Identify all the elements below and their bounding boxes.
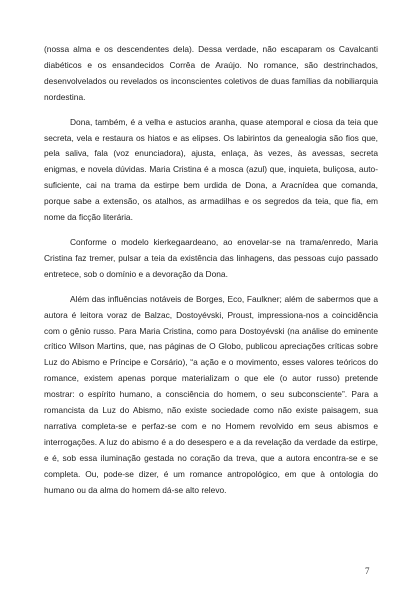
paragraph-2: Dona, também, é a velha e astucios aranha, quase atemporal e ciosa da teia que secreta, vela e restaura os hiatos e as elipses. Os labirintos da genealogia são fios que, pela saliva, fala (voz enunciadora), ajusta, enlaça, às vezes, às avessas, secreta enigmas, e novela dúvidas. Maria Cristina é a mosca (azul) que, inquieta, buliçosa, auto-suficiente, cai na trama da estirpe bem urdida de Dona, a Aracnídea que comanda, porque sabe a extensão, os atalhos, as armadilhas e os segredos da teia, que fia, em nome da ficção literária. (44, 116, 378, 223)
paragraph-1: (nossa alma e os descendentes dela). Dessa verdade, não escaparam os Cavalcanti diabéticos e os ensandecidos Corrêa de Araújo. No romance, são destrinchados, desenvolvelados ou revelados os inconscientes coletivos de duas famílias da nobiliarquia nordestina. (44, 44, 378, 102)
page-number: 7 (365, 566, 370, 576)
paragraph-4: Além das influências notáveis de Borges, Eco, Faulkner; além de sabermos que a autora é leitora voraz de Balzac, Dostoyévski, Proust, impressiona-nos a coincidência com o gênio russo. Para Maria Cristina, como para Dostoyévski (na análise do eminente crítico Wilson Martins, que, nas páginas de O Globo, publicou apreciações críticas sobre Luz do Abismo e Príncipe e Corsário), “a ação e o movimento, esses valores teóricos do romance, existem apenas porque materializam o que ele (o autor russo) pretende mostrar: o espírito humano, a consciência do homem, o seu subconsciente”. Para a romancista da Luz do Abismo, não existe sociedade como não existe paisagem, sua narrativa completa-se e perfaz-se com e no Homem revolvido em seus abismos e interrogações. A luz do abismo é a do desespero e a da revelação da verdade da estirpe, e é, sob essa iluminação gestada no coração da treva, que a autora encontra-se e se completa. Ou, pode-se dizer, é um romance antropológico, em que à ontologia do humano ou da alma do homem dá-se alto relevo. (44, 293, 378, 495)
body-text (44, 42, 378, 507)
paragraph-3: Conforme o modelo kierkegaardeano, ao enovelar-se na trama/enredo, Maria Cristina faz tremer, pulsar a teia da existência das linhagens, das pessoas cujo passado entretece, sob o domínio e a devoração da Dona. (44, 236, 378, 279)
